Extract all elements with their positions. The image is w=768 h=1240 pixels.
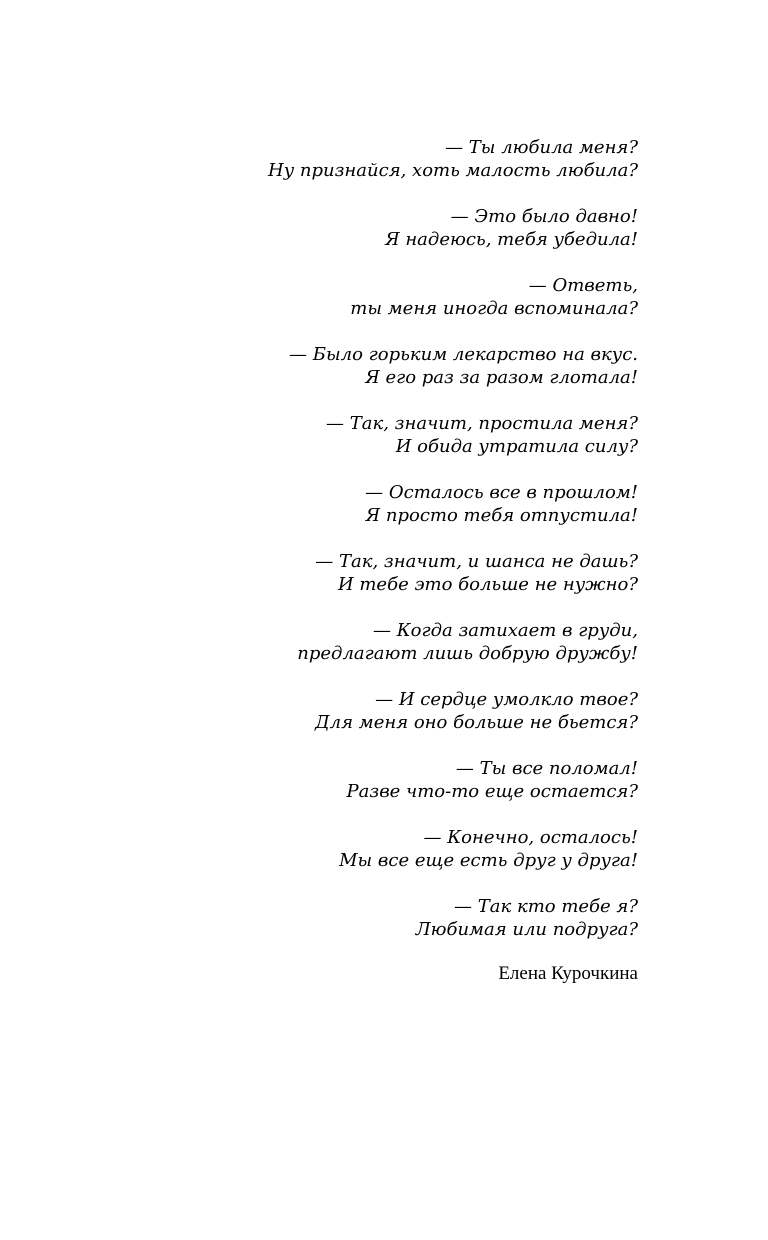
poem-line: Я просто тебя отпустила!: [365, 505, 638, 526]
stanza: [78, 481, 638, 527]
stanza: [78, 895, 638, 941]
poem-line: — Ты все поломал!: [455, 758, 638, 779]
poem: [78, 136, 638, 964]
poem-line: — Конечно, осталось!: [423, 827, 638, 848]
poem-line: ты меня иногда вспоминала?: [350, 298, 638, 319]
poem-line: Разве что-то еще остается?: [346, 781, 638, 802]
poem-line: — Ты любила меня?: [445, 137, 638, 158]
poem-line: — Так, значит, простила меня?: [326, 413, 638, 434]
poem-line: И обида утратила силу?: [395, 436, 638, 457]
poem-line: — Осталось все в прошлом!: [365, 482, 638, 503]
poem-line: Мы все еще есть друг у друга!: [339, 850, 638, 871]
stanza: [78, 205, 638, 251]
poem-line: Я надеюсь, тебя убедила!: [385, 229, 638, 250]
stanza: [78, 688, 638, 734]
poem-line: Любимая или подруга?: [415, 919, 638, 940]
poem-line: — Так, значит, и шанса не дашь?: [315, 551, 638, 572]
stanza: [78, 757, 638, 803]
stanza: [78, 343, 638, 389]
poem-line: — И сердце умолкло твое?: [375, 689, 638, 710]
poem-line: — Когда затихает в груди,: [373, 620, 638, 641]
poem-line: — Так кто тебе я?: [454, 896, 638, 917]
poem-line: Ну признайся, хоть малость любила?: [268, 160, 638, 181]
poem-line: — Это было давно!: [450, 206, 638, 227]
poem-line: И тебе это больше не нужно?: [337, 574, 638, 595]
stanza: [78, 274, 638, 320]
poem-line: — Ответь,: [528, 275, 638, 296]
poem-line: Я его раз за разом глотала!: [365, 367, 638, 388]
stanza: [78, 412, 638, 458]
stanza: [78, 136, 638, 182]
stanza: [78, 826, 638, 872]
poem-line: Для меня оно больше не бьется?: [315, 712, 638, 733]
poem-line: предлагают лишь добрую дружбу!: [297, 643, 638, 664]
poem-author: Елена Курочкина: [498, 963, 638, 984]
stanza: [78, 619, 638, 665]
poem-line: — Было горьким лекарство на вкус.: [289, 344, 638, 365]
stanza: [78, 550, 638, 596]
